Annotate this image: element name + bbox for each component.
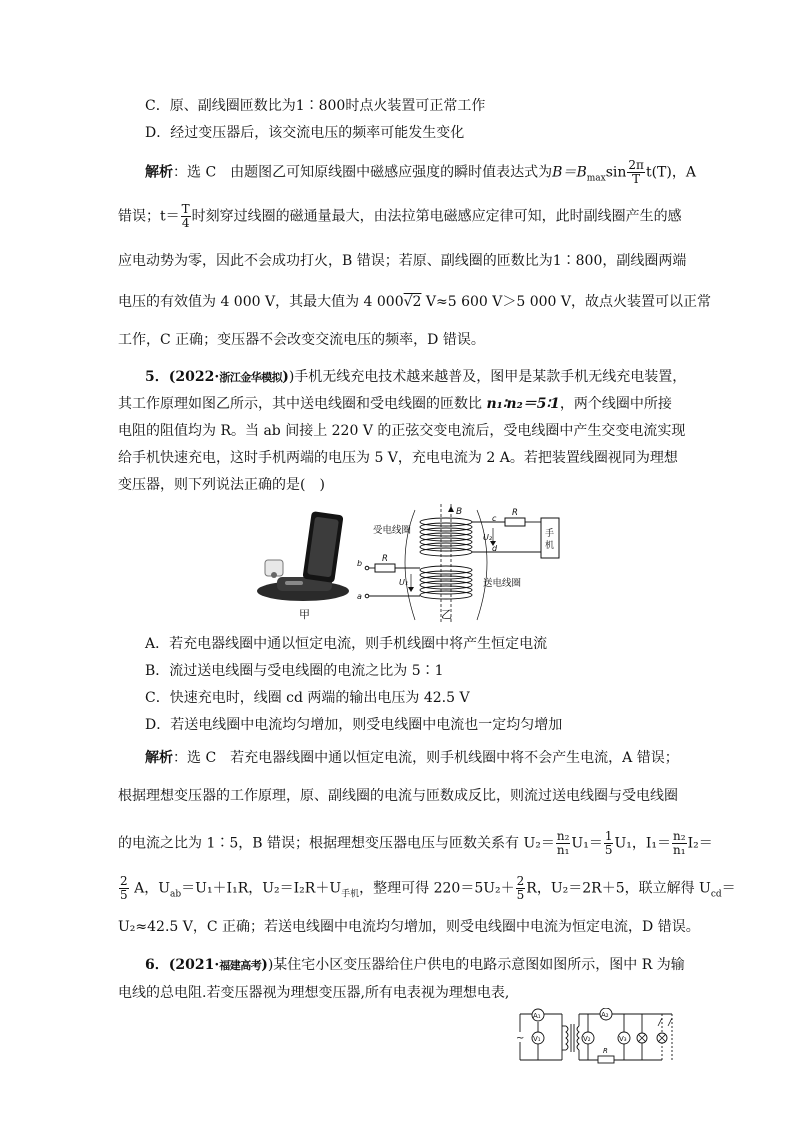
svg-text:U₂: U₂ <box>483 533 493 542</box>
svg-text:A₂: A₂ <box>601 1011 609 1019</box>
q5-stem-line-2: 其工作原理如图乙所示，其中送电线圈和受电线圈的匝数比 n₁∶n₂＝5∶1，两个线圈中所接 <box>118 396 672 412</box>
q4-analysis-line-4: 电压的有效值为 4 000 V，其最大值为 4 000√2 V≈5 600 V＞5 000 V，故点火装置可以正常 <box>118 294 712 310</box>
q5-source: 浙江金华模拟 <box>219 371 283 384</box>
q5-analysis-line-4: $\frac{2}{5}$ A，$U_{ab}=U_1+I_1R$，$U_2=I_2R+U_{手机}$，整理可得 220＝5U₂＋ $\frac{2}{5}$ R，U₂＝2R＋5，联立解得 $U_{cd}=$ <box>120 874 736 902</box>
svg-text:A₁: A₁ <box>533 1012 541 1020</box>
analysis-label: 解析 <box>145 750 173 766</box>
q5-option-a: A．若充电器线圈中通以恒定电流，则手机线圈中将产生恒定电流 <box>145 636 548 652</box>
svg-text:a: a <box>357 592 362 601</box>
q4-option-c: C．原、副线圈匝数比为1∶800时点火装置可正常工作 <box>145 98 486 114</box>
sender-coil <box>420 566 472 599</box>
fraction: $\frac{2}{5}$ <box>120 874 128 902</box>
ac-source-icon: ~ <box>516 1033 525 1044</box>
q5-analysis-line-2: 根据理想变压器的工作原理，原、副线圈的电流与匝数成反比，则流过送电线圈与受电线圈 <box>118 788 678 804</box>
fraction: $\frac{\text{n₂}}{\text{n₁}}$ <box>673 829 686 857</box>
svg-text:b: b <box>357 559 363 568</box>
q4-analysis-line-1: 解析：选 C 由题图乙可知原线圈中磁感应强度的瞬时值表达式为$B=B_{max}\sin$ $\frac{2\pi}{T}$ t(T)，A <box>145 158 696 186</box>
q4-analysis-line-5: 工作，C 正确；变压器不会改变交流电压的频率，D 错误。 <box>118 332 485 348</box>
svg-text:R: R <box>512 508 518 518</box>
fraction: $\frac{T}{4}$ <box>181 202 190 230</box>
svg-text:B: B <box>456 507 463 517</box>
label-sender-coil: 送电线圈 <box>483 578 522 589</box>
label-yi: 乙 <box>441 608 452 621</box>
q5-option-b: B．流过送电线圈与受电线圈的电流之比为 5∶1 <box>145 663 444 679</box>
charger-photo-figure <box>255 505 355 625</box>
svg-text:d: d <box>492 544 498 553</box>
q5-analysis-line-1: 解析：选 C 若充电器线圈中通以恒定电流，则手机线圈中将不会产生电流，A 错误； <box>145 750 679 766</box>
label-receiver-coil: 受电线圈 <box>373 525 412 536</box>
q6-circuit-figure <box>512 1008 682 1068</box>
analysis-label: 解析 <box>145 164 173 181</box>
b-arrow <box>448 506 454 512</box>
label-phone-2: 机 <box>545 541 555 551</box>
label-jia: 甲 <box>299 608 310 621</box>
label-phone-1: 手 <box>545 529 555 539</box>
fraction: $\frac{\text{n₂}}{\text{n₁}}$ <box>556 829 570 857</box>
svg-text:V₁: V₁ <box>533 1035 541 1043</box>
coil-circuit-figure <box>355 500 575 630</box>
field-line-right <box>477 510 487 620</box>
switch <box>668 1018 672 1026</box>
resistor-r <box>598 1056 614 1063</box>
q4-analysis-line-3: 应电动势为零，因此不会成功打火，B 错误；若原、副线圈的匝数比为1∶800，副线圈两端 <box>118 253 687 269</box>
q5-analysis-line-5: U₂≈42.5 V，C 正确；若送电线圈中电流均匀增加，则受电线圈中电流为恒定电流，D 错误。 <box>118 919 700 935</box>
q5-option-d: D．若送电线圈中电流均匀增加，则受电线圈中电流也一定均匀增加 <box>145 717 563 733</box>
svg-text:U₁: U₁ <box>399 578 409 587</box>
q4-analysis-line-2: 错误；t＝ $\frac{T}{4}$ 时刻穿过线圈的磁通量最大，由法拉第电磁感应定律可知，此时副线圈产生的感 <box>118 202 682 230</box>
q5-stem-line-5: 变压器，则下列说法正确的是( ) <box>118 477 325 493</box>
q5-stem-line-4: 给手机快速充电，这时手机两端的电压为 5 V，充电电流为 2 A。若把装置线圈视同为理想 <box>118 450 678 466</box>
svg-text:V₃: V₃ <box>619 1035 627 1043</box>
svg-text:R: R <box>382 554 388 564</box>
q4-option-d: D．经过变压器后，该交流电压的频率可能发生变化 <box>145 125 465 141</box>
svg-text:c: c <box>492 514 497 523</box>
q6-source: 福建高考 <box>219 959 262 972</box>
q5-option-c: C．快速充电时，线圈 cd 两端的输出电压为 42.5 V <box>145 690 470 706</box>
resistor-lower <box>375 564 395 572</box>
q5-stem-line-1: 5．(2022·浙江金华模拟))手机无线充电技术越来越普及，图甲是某款手机无线充电装置， <box>145 369 687 385</box>
svg-text:V₂: V₂ <box>583 1035 591 1043</box>
q6-stem-line-2: 电线的总电阻.若变压器视为理想变压器,所有电表视为理想电表, <box>118 985 510 1001</box>
fraction: $\frac{2\pi}{T}$ <box>628 158 644 186</box>
receiver-coil <box>420 518 472 556</box>
fraction: $\frac{1}{5}$ <box>604 829 613 857</box>
resistor-upper <box>505 518 525 526</box>
svg-text:R: R <box>603 1047 608 1055</box>
fraction: $\frac{2}{5}$ <box>516 874 525 902</box>
q6-stem-line-1: 6．(2021·福建高考))某住宅小区变压器给住户供电的电路示意图如图所示，图中 R 为输 <box>145 957 685 973</box>
switch <box>658 1018 662 1026</box>
q5-analysis-line-3: 的电流之比为 1∶5，B 错误；根据理想变压器电压与匝数关系有 U₂＝ $\frac{\text{n₂}}{\text{n₁}}$ U₁＝ $\frac{1}{5}$ U₁，I₁＝ $\frac{\text{n₂}}{\text{n₁}}$ I₂＝ <box>118 829 713 857</box>
q5-stem-line-3: 电阻的阻值均为 R。当 ab 间接上 220 V 的正弦交变电流后，受电线圈中产生交变电流实现 <box>118 423 686 439</box>
